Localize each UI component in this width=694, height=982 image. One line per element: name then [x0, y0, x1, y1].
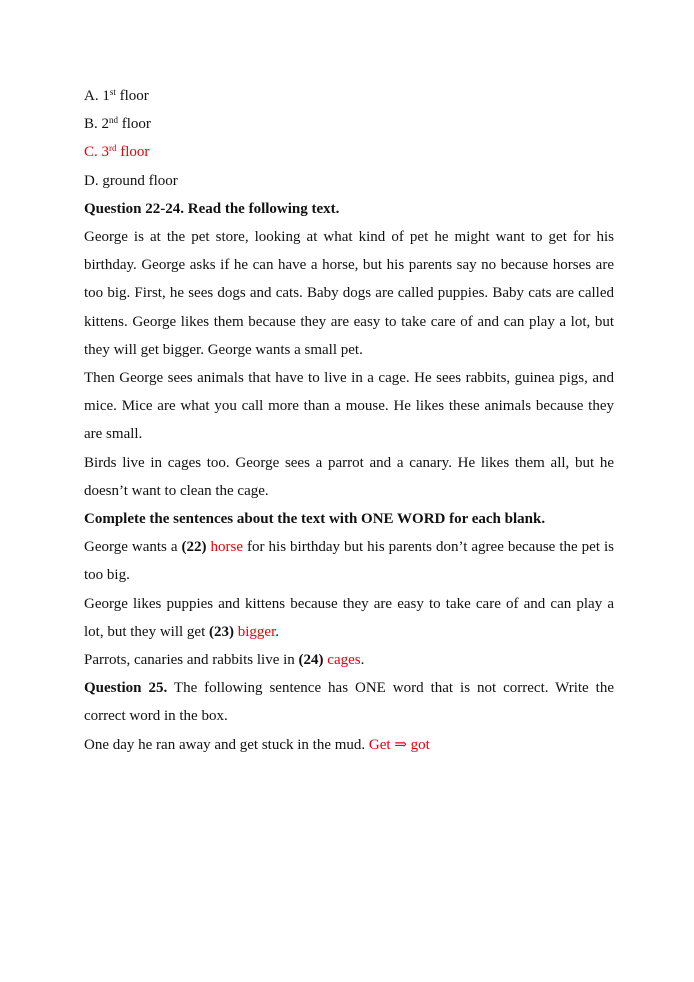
sentence-24: Parrots, canaries and rabbits live in (24) cages. [84, 652, 365, 669]
option-a: A. 1st floor [84, 87, 149, 104]
answer-23: bigger [237, 623, 276, 640]
question-25: Question 25. The following sentence has ONE word that is not correct. Write the correct word in the box. [84, 680, 614, 725]
answer-24: cages [327, 652, 361, 669]
document-page [84, 82, 614, 759]
option-c-correct: C. 3rd floor [84, 143, 150, 161]
answer-25: Get ⇒ got [368, 736, 430, 753]
instruction: Complete the sentences about the text with ONE WORD for each blank. [84, 511, 546, 528]
question-22-24-heading: Question 22-24. Read the following text. [84, 200, 340, 217]
option-d: D. ground floor [84, 172, 178, 189]
reading-paragraph-3: Birds live in cages too. George sees a parrot and a canary. He likes them all, but he doesn’t want to clean the cage. [84, 454, 614, 499]
answer-22: horse [210, 539, 244, 556]
question-25-sentence: One day he ran away and get stuck in the mud. Get ⇒ got [84, 736, 430, 753]
option-b: B. 2nd floor [84, 115, 151, 133]
sentence-22: George wants a (22) horse for his birthday but his parents don’t agree because the pet is too big. [84, 539, 614, 584]
reading-paragraph-2: Then George sees animals that have to live in a cage. He sees rabbits, guinea pigs, and mice. Mice are what you call more than a mouse. He likes these animals because they are small. [84, 370, 614, 443]
reading-paragraph-1: George is at the pet store, looking at what kind of pet he might want to get for his birthday. George asks if he can have a horse, but his parents say no because horses are too big. First, he sees dogs and cats. Baby dogs are called puppies. Baby cats are called kittens. George likes them because they are easy to take care of and can play a lot, but they will get bigger. George wants a small pet. [84, 229, 614, 358]
sentence-23: George likes puppies and kittens because they are easy to take care of and can play a lot, but they will get (23) bigger. [84, 595, 614, 640]
